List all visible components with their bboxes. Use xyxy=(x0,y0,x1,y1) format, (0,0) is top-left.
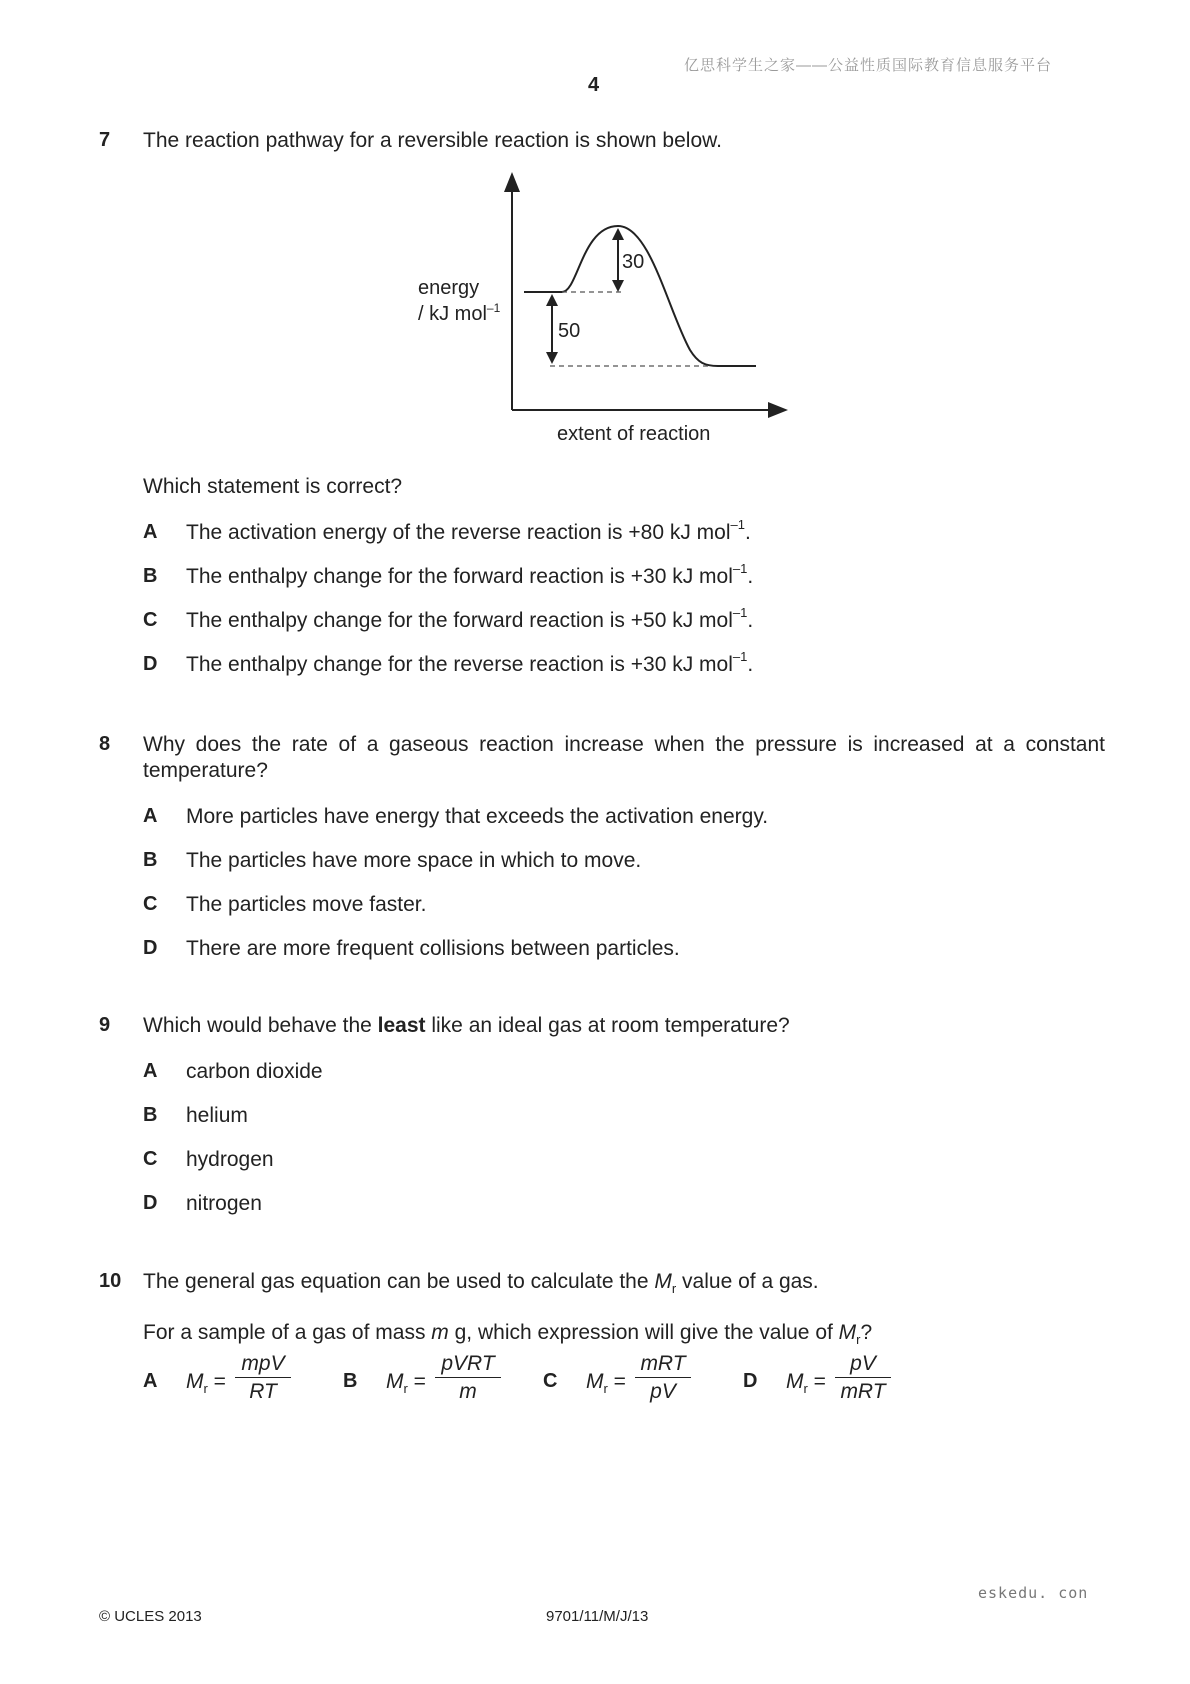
q8-option-a xyxy=(143,805,769,828)
page-number: 4 xyxy=(588,74,600,96)
q7-option-a: A The activation energy of the reverse reaction is +80 kJ mol$^{-1}$. xyxy=(143,517,751,544)
q8-option-d xyxy=(143,937,680,960)
fraction xyxy=(635,1352,691,1404)
q8-option-b xyxy=(143,849,642,872)
label-50: 50 xyxy=(558,320,581,342)
option-text: The enthalpy change for the forward reaction is +30 kJ mol xyxy=(186,565,733,588)
option-text: The particles have more space in which to move. xyxy=(186,849,642,872)
q10-option-c xyxy=(543,1352,686,1403)
q7-option-d: D The enthalpy change for the reverse reaction is +30 kJ mol$^{-1}$. xyxy=(143,649,754,676)
y-axis-label-line1: energy xyxy=(418,277,480,299)
q7-option-c: C The enthalpy change for the forward reaction is +50 kJ mol$^{-1}$. xyxy=(143,605,754,632)
option-lhs: $M_r$ = xyxy=(186,1370,226,1397)
option-letter: A xyxy=(143,1060,158,1082)
option-letter: B xyxy=(143,1104,158,1126)
option-letter: D xyxy=(143,1192,158,1214)
x-axis-label: extent of reaction xyxy=(557,423,711,445)
denominator: m xyxy=(459,1380,477,1403)
option-letter: B xyxy=(343,1370,358,1392)
option-text: The enthalpy change for the reverse reaction is +30 kJ mol xyxy=(186,653,733,676)
option-text: The activation energy of the reverse reaction is +80 kJ mol xyxy=(186,521,731,544)
option-lhs: $M_r$ = xyxy=(786,1370,826,1397)
question-7-text: The reaction pathway for a reversible reaction is shown below. xyxy=(143,129,722,152)
option-text: carbon dioxide xyxy=(186,1060,323,1083)
option-letter: D xyxy=(743,1370,758,1392)
numerator: pV xyxy=(850,1352,876,1375)
q10-option-a xyxy=(143,1352,285,1403)
q10-option-b xyxy=(343,1352,495,1403)
numerator: mRT xyxy=(640,1352,686,1375)
numerator: mpV xyxy=(241,1352,285,1375)
denominator: pV xyxy=(650,1380,676,1403)
option-text: There are more frequent collisions between particles. xyxy=(186,937,680,960)
denominator: RT xyxy=(249,1380,277,1403)
option-letter: C xyxy=(543,1370,558,1392)
reaction-curve xyxy=(524,226,756,366)
q8-option-c xyxy=(143,893,427,916)
option-letter: C xyxy=(143,609,158,631)
option-text: nitrogen xyxy=(186,1192,262,1215)
paper-code: 9701/11/M/J/13 xyxy=(546,1608,649,1625)
option-text: More particles have energy that exceeds the activation energy. xyxy=(186,805,769,828)
y-axis-label-line2: / kJ mol$^{-1}$ xyxy=(418,301,501,325)
numerator: pVRT xyxy=(441,1352,495,1375)
option-letter: D xyxy=(143,653,158,675)
question-8-number: 8 xyxy=(99,733,111,755)
option-lhs: $M_r$ = xyxy=(386,1370,426,1397)
fraction xyxy=(235,1352,291,1404)
q9-option-a xyxy=(143,1060,323,1083)
question-8-text-line1: Why does the rate of a gaseous reaction increase when the pressure is increased at a constant xyxy=(143,733,1105,756)
q9-option-d xyxy=(143,1192,262,1215)
question-9-text: Which would behave the least like an ideal gas at room temperature? xyxy=(143,1014,790,1037)
q9-option-c xyxy=(143,1148,274,1171)
energy-profile-diagram xyxy=(400,170,800,450)
question-8-text-line2: temperature? xyxy=(143,759,268,782)
q7-option-b: B The enthalpy change for the forward reaction is +30 kJ mol$^{-1}$. xyxy=(143,561,754,588)
fraction xyxy=(435,1352,501,1404)
option-text: The enthalpy change for the forward reaction is +50 kJ mol xyxy=(186,609,733,632)
fraction xyxy=(835,1352,891,1404)
watermark-text: 亿思科学生之家——公益性质国际教育信息服务平台 xyxy=(684,57,1053,74)
question-7-number: 7 xyxy=(99,129,111,151)
question-10-number: 10 xyxy=(99,1270,122,1292)
option-letter: A xyxy=(143,521,158,543)
question-7-prompt: Which statement is correct? xyxy=(143,475,403,498)
option-letter: B xyxy=(143,565,158,587)
option-text: The particles move faster. xyxy=(186,893,427,916)
option-letter: A xyxy=(143,805,158,827)
q10-option-d xyxy=(743,1352,886,1403)
q9-option-b xyxy=(143,1104,248,1127)
option-letter: A xyxy=(143,1370,158,1392)
option-letter: C xyxy=(143,893,158,915)
question-10-text-line2: For a sample of a gas of mass m g, which expression will give the value of $M_r$? xyxy=(143,1321,873,1348)
option-letter: D xyxy=(143,937,158,959)
option-lhs: $M_r$ = xyxy=(586,1370,626,1397)
site-watermark: eskedu. con xyxy=(978,1584,1089,1602)
option-text: helium xyxy=(186,1104,248,1127)
option-letter: B xyxy=(143,849,158,871)
option-letter: C xyxy=(143,1148,158,1170)
denominator: mRT xyxy=(840,1380,886,1403)
question-10-text-line1: The general gas equation can be used to calculate the $M_r$ value of a gas. xyxy=(143,1270,819,1297)
option-text: hydrogen xyxy=(186,1148,274,1171)
question-9-number: 9 xyxy=(99,1014,111,1036)
label-30: 30 xyxy=(622,251,645,273)
copyright: © UCLES 2013 xyxy=(99,1608,202,1625)
